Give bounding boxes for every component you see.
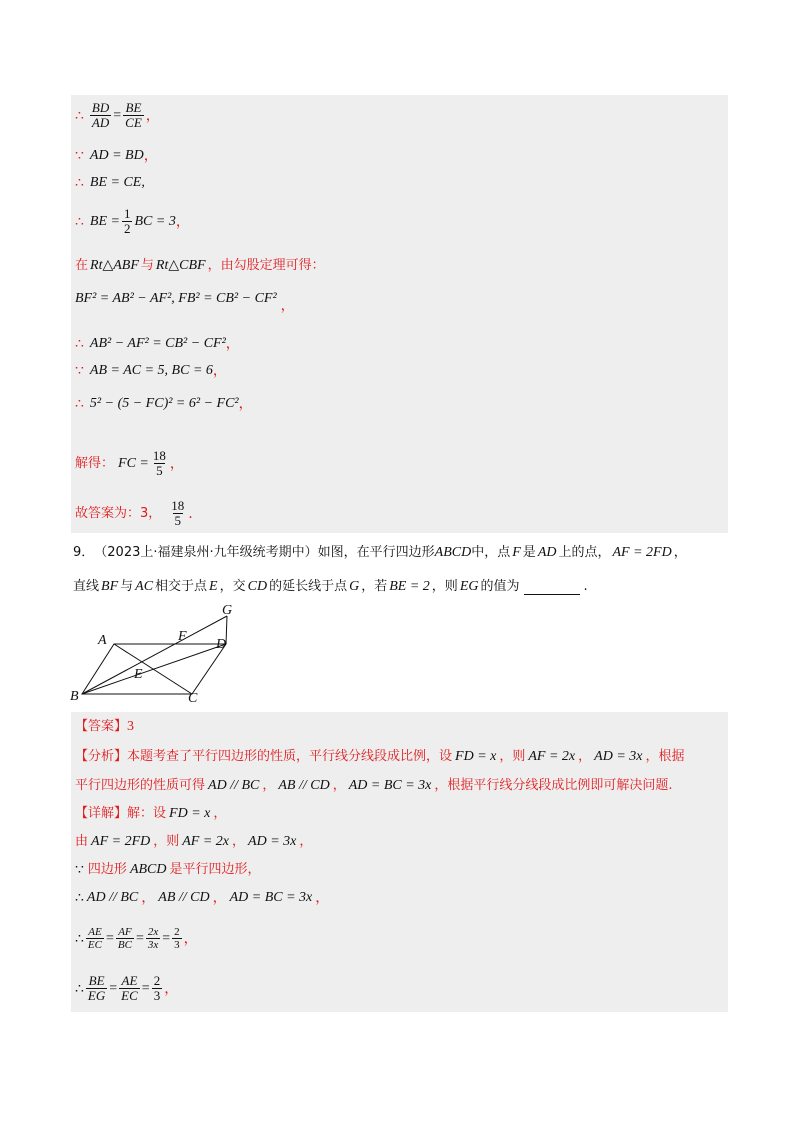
line-1: ∴ $\frac{BD}{AD}$ = $\frac{BE}{CE}$ ，: [75, 100, 160, 130]
segment-bd: [82, 644, 226, 694]
label-e: E: [134, 667, 143, 682]
fraction: $\frac{AF}{BC}$: [117, 926, 132, 951]
solution-block-previous: [71, 95, 728, 533]
fraction: $\frac{2}{3}$: [174, 926, 180, 951]
line-5: 在 Rt△ABF 与 Rt△CBF ，由勾股定理可得：: [75, 258, 325, 273]
answer-blank[interactable]: [524, 580, 580, 595]
line-6: BF² = AB² − AF², FB² = CB² − CF² ，: [75, 291, 295, 314]
question-line-2: 直线 BF 与 AC 相交于点 E ，交 CD 的延长线于点 G ，若 BE = 2 ，则 EG 的值为 .: [73, 579, 588, 594]
fraction: $\frac{2x}{3x}$: [147, 926, 159, 951]
answer-line: 【答案】 3: [75, 719, 135, 734]
fraction: $\frac{AE}{EC}$: [121, 973, 138, 1003]
detail-line-6: ∴ $\frac{BE}{EG}$ = $\frac{AE}{EC}$ = $\frac{2}{3}$ ，: [75, 973, 179, 1003]
fraction: $\frac{18}{5}$: [171, 498, 185, 528]
line-11: 故答案为：3， $\frac{18}{5}$ .: [75, 498, 193, 528]
parallelogram-figure: [70, 600, 250, 704]
label-a: A: [98, 633, 107, 648]
line-7: ∴ AB² − AF² = CB² − CF² ，: [75, 336, 240, 352]
detail-line-3: ∵ 四边形 ABCD 是平行四边形，: [75, 862, 261, 878]
line-10: 解得： FC = $\frac{18}{5}$ ，: [75, 448, 184, 478]
analysis-line-2: 平行四边形的性质可得 AD // BC ， AB // CD ， AD = BC = 3x ，根据平行线分线段成比例即可解决问题.: [75, 778, 673, 793]
fraction: $\frac{BE}{EG}$: [87, 973, 106, 1003]
line-2: ∵ AD = BD ，: [75, 148, 158, 164]
line-9: ∴ 5² − (5 − FC)² = 6² − FC² ，: [75, 396, 253, 412]
fraction: $\frac{1}{2}$: [123, 206, 131, 236]
detail-line-2: 由 AF = 2FD ，则 AF = 2x ， AD = 3x ，: [75, 834, 313, 849]
detail-line-4: ∴ AD // BC ， AB // CD ， AD = BC = 3x ，: [75, 890, 330, 906]
detail-line-5: ∴ $\frac{AE}{EC}$ = $\frac{AF}{BC}$ = $\frac{2x}{3x}$ = $\frac{2}{3}$ ，: [75, 926, 198, 951]
solution-block-q9: [71, 712, 728, 1012]
fraction: $\frac{BE}{CE}$: [125, 100, 142, 130]
fraction: $\frac{18}{5}$: [152, 448, 166, 478]
segment-dg: [226, 616, 227, 644]
question-line-1: 9． （2023上·福建泉州·九年级统考期中） 如图，在平行四边形 ABCD 中，点 F 是 AD 上的点， AF = 2FD ，: [73, 545, 687, 560]
analysis-line-1: 【分析】 本题考查了平行四边形的性质，平行线分线段成比例，设 FD = x ，则 AF = 2x ， AD = 3x ，根据: [75, 749, 685, 764]
detail-line-1: 【详解】 解：设 FD = x ，: [75, 806, 227, 821]
fraction: $\frac{2}{3}$: [153, 973, 161, 1003]
label-b: B: [70, 689, 79, 704]
fraction: $\frac{BD}{AD}$: [91, 100, 110, 130]
label-c: C: [188, 691, 198, 704]
segment-bg: [82, 616, 227, 694]
label-f: F: [178, 629, 187, 644]
label-d: D: [216, 637, 227, 652]
line-4: ∴ BE = $\frac{1}{2}$ BC = 3 ，: [75, 206, 190, 236]
line-3: ∴ BE = CE,: [75, 175, 145, 191]
fraction: $\frac{AE}{EC}$: [87, 926, 102, 951]
line-8: ∵ AB = AC = 5, BC = 6 ，: [75, 363, 227, 379]
label-g: G: [222, 603, 233, 618]
